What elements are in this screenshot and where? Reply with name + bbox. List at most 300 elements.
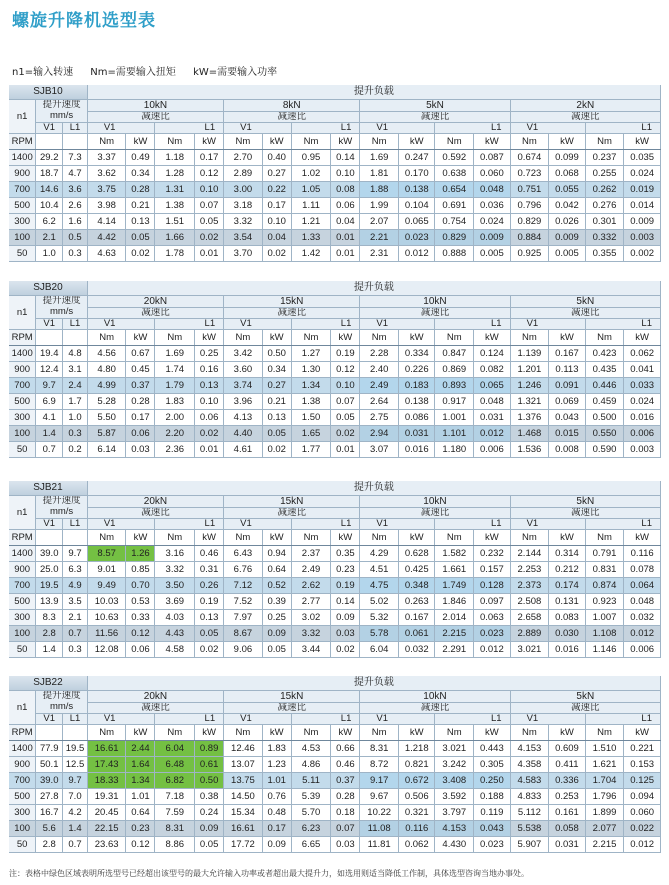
table-cell: 8.31 bbox=[360, 741, 399, 757]
table-cell: 1.796 bbox=[585, 789, 624, 805]
table-cell: 0.94 bbox=[262, 546, 291, 562]
v1-ratio-header: V1 bbox=[87, 319, 155, 330]
table-cell: 1.218 bbox=[399, 741, 435, 757]
table-cell: 12.08 bbox=[87, 642, 126, 658]
table-cell: 0.28 bbox=[126, 182, 155, 198]
table-cell: 1.69 bbox=[155, 346, 195, 362]
table-cell: 0.035 bbox=[624, 150, 661, 166]
table-cell: 4.153 bbox=[435, 821, 474, 837]
table-cell: 0.888 bbox=[435, 246, 474, 262]
l1-speed-header: L1 bbox=[63, 319, 88, 330]
l1-speed-header: L1 bbox=[63, 519, 88, 530]
table-cell: 2.215 bbox=[435, 626, 474, 642]
table-cell: 0.032 bbox=[624, 610, 661, 626]
load-header: 提升负载 bbox=[87, 85, 660, 100]
unit-blank bbox=[36, 330, 63, 346]
table-cell: 20.45 bbox=[87, 805, 126, 821]
table-cell: 0.64 bbox=[126, 805, 155, 821]
table-cell: 3.021 bbox=[510, 642, 549, 658]
table-cell: 4.430 bbox=[435, 837, 474, 853]
table-cell: 1.74 bbox=[155, 362, 195, 378]
rpm-header: RPM bbox=[9, 530, 36, 546]
table-cell: 0.26 bbox=[195, 578, 224, 594]
ratio-header: 减速比 bbox=[360, 703, 510, 714]
table-cell: 1.4 bbox=[36, 426, 63, 442]
table-cell: 0.50 bbox=[195, 773, 224, 789]
table-cell: 2.94 bbox=[360, 426, 399, 442]
table-cell: 2.36 bbox=[155, 442, 195, 458]
table-cell: 4.40 bbox=[224, 426, 263, 442]
table-cell: 0.923 bbox=[585, 594, 624, 610]
table-cell: 0.2 bbox=[63, 442, 88, 458]
table-cell: 0.091 bbox=[549, 378, 585, 394]
table-cell: 0.19 bbox=[195, 594, 224, 610]
table-cell: 5.6 bbox=[36, 821, 63, 837]
table-cell: 0.3 bbox=[63, 642, 88, 658]
table-cell: 0.07 bbox=[331, 821, 360, 837]
table-cell: 0.348 bbox=[399, 578, 435, 594]
table-cell: 1.38 bbox=[291, 394, 331, 410]
table-cell: 0.459 bbox=[585, 394, 624, 410]
table-cell: 0.831 bbox=[585, 562, 624, 578]
table-cell: 0.05 bbox=[262, 642, 291, 658]
table-cell: 0.35 bbox=[331, 546, 360, 562]
table-row bbox=[9, 246, 661, 262]
capacity-header: 15kN bbox=[224, 691, 360, 703]
table-cell: 4.42 bbox=[87, 230, 126, 246]
table-cell: 0.07 bbox=[331, 394, 360, 410]
table-cell: 2.6 bbox=[63, 198, 88, 214]
table-cell: 0.061 bbox=[399, 626, 435, 642]
table-cell: 0.043 bbox=[549, 410, 585, 426]
table-cell: 0.925 bbox=[510, 246, 549, 262]
nm-header: Nm bbox=[155, 530, 195, 546]
unit-blank bbox=[63, 134, 88, 150]
table-cell: 3.50 bbox=[155, 578, 195, 594]
table-cell: 1.33 bbox=[291, 230, 331, 246]
nm-header: Nm bbox=[87, 725, 126, 741]
kw-header: kW bbox=[624, 330, 661, 346]
table-cell: 13.75 bbox=[224, 773, 263, 789]
table-cell: 0.131 bbox=[549, 594, 585, 610]
table-cell: 0.016 bbox=[549, 642, 585, 658]
unit-blank bbox=[63, 330, 88, 346]
table-cell: 0.008 bbox=[549, 442, 585, 458]
table-cell: 0.262 bbox=[585, 182, 624, 198]
table-cell: 0.024 bbox=[474, 214, 510, 230]
table-cell: 10.03 bbox=[87, 594, 126, 610]
table-cell: 2.373 bbox=[510, 578, 549, 594]
table-cell: 0.153 bbox=[624, 757, 661, 773]
table-cell: 2.64 bbox=[360, 394, 399, 410]
kw-header: kW bbox=[126, 725, 155, 741]
table-cell: 0.723 bbox=[510, 166, 549, 182]
table-cell: 6.2 bbox=[36, 214, 63, 230]
table-row bbox=[9, 837, 661, 853]
table-cell: 0.02 bbox=[195, 642, 224, 658]
table-cell: 0.01 bbox=[195, 442, 224, 458]
nm-header: Nm bbox=[360, 330, 399, 346]
unit-blank bbox=[63, 725, 88, 741]
table-cell: 0.023 bbox=[474, 626, 510, 642]
table-cell: 2.44 bbox=[126, 741, 155, 757]
table-cell: 19.5 bbox=[36, 578, 63, 594]
table-cell: 0.01 bbox=[331, 246, 360, 262]
table-cell: 0.28 bbox=[126, 394, 155, 410]
table-cell: 900 bbox=[9, 757, 36, 773]
table-cell: 1.05 bbox=[291, 182, 331, 198]
table-cell: 50 bbox=[9, 246, 36, 262]
ratio-header: 减速比 bbox=[87, 308, 223, 319]
table-cell: 0.048 bbox=[624, 594, 661, 610]
table-cell: 0.097 bbox=[474, 594, 510, 610]
table-cell: 0.38 bbox=[195, 789, 224, 805]
table-cell: 300 bbox=[9, 214, 36, 230]
table-row bbox=[9, 346, 661, 362]
table-cell: 3.54 bbox=[224, 230, 263, 246]
table-cell: 4.153 bbox=[510, 741, 549, 757]
v1-ratio-header: V1 bbox=[360, 519, 435, 530]
v1-ratio-header: V1 bbox=[224, 519, 292, 530]
table-cell: 0.125 bbox=[624, 773, 661, 789]
table-cell: 0.37 bbox=[331, 773, 360, 789]
table-cell: 12.4 bbox=[36, 362, 63, 378]
legend-n1: n1=输入转速 bbox=[12, 67, 74, 78]
table-cell: 0.21 bbox=[262, 394, 291, 410]
table-cell: 0.85 bbox=[126, 562, 155, 578]
table-cell: 2.31 bbox=[360, 246, 399, 262]
v1-ratio-header: V1 bbox=[87, 714, 155, 725]
table-cell: 5.28 bbox=[87, 394, 126, 410]
table-cell: 1.846 bbox=[435, 594, 474, 610]
kw-header: kW bbox=[331, 330, 360, 346]
table-cell: 5.02 bbox=[360, 594, 399, 610]
table-cell: 0.232 bbox=[474, 546, 510, 562]
table-cell: 1.18 bbox=[155, 150, 195, 166]
table-cell: 0.33 bbox=[126, 610, 155, 626]
capacity-header: 10kN bbox=[360, 496, 510, 508]
page-title: 螺旋升降机选型表 bbox=[12, 11, 156, 31]
table-cell: 6.23 bbox=[291, 821, 331, 837]
table-cell: 7.3 bbox=[63, 150, 88, 166]
spec-table bbox=[9, 676, 661, 853]
nm-header: Nm bbox=[291, 530, 331, 546]
table-cell: 0.002 bbox=[624, 246, 661, 262]
spec-table bbox=[9, 481, 661, 658]
table-cell: 1.661 bbox=[435, 562, 474, 578]
table-cell: 1.99 bbox=[360, 198, 399, 214]
table-cell: 0.7 bbox=[36, 442, 63, 458]
table-cell: 50 bbox=[9, 642, 36, 658]
table-cell: 0.024 bbox=[624, 166, 661, 182]
nm-header: Nm bbox=[435, 530, 474, 546]
table-cell: 1.536 bbox=[510, 442, 549, 458]
l1-ratio-header: L1 bbox=[435, 123, 510, 134]
table-cell: 0.09 bbox=[262, 626, 291, 642]
capacity-header: 15kN bbox=[224, 496, 360, 508]
table-cell: 0.02 bbox=[262, 442, 291, 458]
table-row bbox=[9, 594, 661, 610]
table-cell: 2.889 bbox=[510, 626, 549, 642]
table-cell: 0.031 bbox=[549, 837, 585, 853]
ratio-header: 减速比 bbox=[87, 703, 223, 714]
table-cell: 0.183 bbox=[399, 378, 435, 394]
nm-header: Nm bbox=[510, 725, 549, 741]
table-row bbox=[9, 757, 661, 773]
table-row bbox=[9, 626, 661, 642]
table-cell: 2.8 bbox=[36, 837, 63, 853]
v1-ratio-header: V1 bbox=[510, 319, 585, 330]
table-cell: 0.064 bbox=[624, 578, 661, 594]
table-cell: 4.8 bbox=[63, 346, 88, 362]
table-cell: 15.34 bbox=[224, 805, 263, 821]
table-cell: 8.3 bbox=[36, 610, 63, 626]
table-row bbox=[9, 821, 661, 837]
table-cell: 0.02 bbox=[262, 246, 291, 262]
table-cell: 300 bbox=[9, 610, 36, 626]
table-cell: 3.32 bbox=[291, 626, 331, 642]
table-cell: 0.005 bbox=[474, 246, 510, 262]
rpm-header: RPM bbox=[9, 725, 36, 741]
table-cell: 100 bbox=[9, 821, 36, 837]
nm-header: Nm bbox=[435, 330, 474, 346]
kw-header: kW bbox=[126, 530, 155, 546]
table-cell: 0.031 bbox=[399, 426, 435, 442]
table-cell: 7.0 bbox=[63, 789, 88, 805]
speed-label: 提升速度 bbox=[42, 495, 81, 507]
table-cell: 0.17 bbox=[262, 198, 291, 214]
table-cell: 0.006 bbox=[474, 442, 510, 458]
unit-blank bbox=[36, 530, 63, 546]
table-cell: 0.042 bbox=[549, 198, 585, 214]
capacity-header: 5kN bbox=[510, 496, 660, 508]
table-cell: 1.01 bbox=[126, 789, 155, 805]
l1-ratio-header: L1 bbox=[585, 123, 660, 134]
table-cell: 3.408 bbox=[435, 773, 474, 789]
kw-header: kW bbox=[399, 530, 435, 546]
v1-ratio-header: V1 bbox=[360, 123, 435, 134]
table-cell: 9.49 bbox=[87, 578, 126, 594]
table-cell: 0.50 bbox=[262, 346, 291, 362]
table-cell: 0.048 bbox=[474, 394, 510, 410]
table-cell: 19.5 bbox=[63, 741, 88, 757]
table-cell: 14.50 bbox=[224, 789, 263, 805]
table-cell: 0.592 bbox=[435, 150, 474, 166]
table-cell: 1.30 bbox=[291, 362, 331, 378]
table-cell: 0.09 bbox=[195, 821, 224, 837]
table-cell: 0.02 bbox=[126, 246, 155, 262]
l1-ratio-header: L1 bbox=[435, 714, 510, 725]
table-cell: 0.276 bbox=[585, 198, 624, 214]
table-cell: 11.81 bbox=[360, 837, 399, 853]
table-cell: 1.704 bbox=[585, 773, 624, 789]
table-cell: 0.157 bbox=[474, 562, 510, 578]
table-row bbox=[9, 198, 661, 214]
table-cell: 3.1 bbox=[63, 362, 88, 378]
table-cell: 3.96 bbox=[224, 394, 263, 410]
table-cell: 0.012 bbox=[474, 642, 510, 658]
table-cell: 0.263 bbox=[399, 594, 435, 610]
nm-header: Nm bbox=[224, 530, 263, 546]
table-cell: 12.46 bbox=[224, 741, 263, 757]
l1-ratio-header: L1 bbox=[155, 319, 224, 330]
table-cell: 3.021 bbox=[435, 741, 474, 757]
table-cell: 0.355 bbox=[585, 246, 624, 262]
table-cell: 0.009 bbox=[549, 230, 585, 246]
table-cell: 900 bbox=[9, 562, 36, 578]
table-cell: 0.009 bbox=[474, 230, 510, 246]
table-cell: 1.64 bbox=[126, 757, 155, 773]
table-cell: 9.67 bbox=[360, 789, 399, 805]
table-cell: 77.9 bbox=[36, 741, 63, 757]
table-cell: 1.246 bbox=[510, 378, 549, 394]
table-cell: 3.00 bbox=[224, 182, 263, 198]
kw-header: kW bbox=[195, 530, 224, 546]
v1-ratio-header: V1 bbox=[510, 714, 585, 725]
table-cell: 0.087 bbox=[474, 150, 510, 166]
table-cell: 2.40 bbox=[360, 362, 399, 378]
v1-ratio-header: V1 bbox=[224, 319, 292, 330]
table-cell: 0.003 bbox=[624, 442, 661, 458]
table-cell: 0.250 bbox=[474, 773, 510, 789]
table-cell: 4.63 bbox=[87, 246, 126, 262]
kw-header: kW bbox=[195, 725, 224, 741]
table-cell: 1400 bbox=[9, 346, 36, 362]
v1-ratio-header: V1 bbox=[224, 714, 292, 725]
table-cell: 900 bbox=[9, 362, 36, 378]
table-cell: 0.02 bbox=[195, 230, 224, 246]
table-cell: 0.691 bbox=[435, 198, 474, 214]
table-cell: 0.17 bbox=[126, 410, 155, 426]
table-cell: 1.01 bbox=[262, 773, 291, 789]
table-cell: 1.23 bbox=[262, 757, 291, 773]
table-cell: 0.05 bbox=[195, 837, 224, 853]
table-cell: 1.83 bbox=[262, 741, 291, 757]
table-row bbox=[9, 546, 661, 562]
table-cell: 4.2 bbox=[63, 805, 88, 821]
table-cell: 0.07 bbox=[195, 198, 224, 214]
table-cell: 0.033 bbox=[624, 378, 661, 394]
table-cell: 16.61 bbox=[224, 821, 263, 837]
table-cell: 0.212 bbox=[549, 562, 585, 578]
table-cell: 0.52 bbox=[262, 578, 291, 594]
table-cell: 16.7 bbox=[36, 805, 63, 821]
table-cell: 0.37 bbox=[126, 378, 155, 394]
l1-ratio-header: L1 bbox=[435, 519, 510, 530]
table-row bbox=[9, 642, 661, 658]
table-cell: 0.550 bbox=[585, 426, 624, 442]
table-cell: 3.6 bbox=[63, 182, 88, 198]
nm-header: Nm bbox=[435, 134, 474, 150]
l1-ratio-header: L1 bbox=[291, 319, 360, 330]
table-cell: 0.95 bbox=[291, 150, 331, 166]
table-cell: 0.03 bbox=[331, 626, 360, 642]
v1-ratio-header: V1 bbox=[224, 123, 292, 134]
nm-header: Nm bbox=[291, 330, 331, 346]
table-cell: 0.76 bbox=[262, 789, 291, 805]
nm-header: Nm bbox=[510, 530, 549, 546]
table-cell: 1.26 bbox=[126, 546, 155, 562]
table-cell: 1.81 bbox=[360, 166, 399, 182]
table-cell: 0.628 bbox=[399, 546, 435, 562]
table-cell: 0.023 bbox=[474, 837, 510, 853]
table-row bbox=[9, 410, 661, 426]
table-cell: 5.538 bbox=[510, 821, 549, 837]
table-cell: 1.6 bbox=[63, 214, 88, 230]
capacity-header: 5kN bbox=[510, 691, 660, 703]
kw-header: kW bbox=[474, 725, 510, 741]
table-cell: 4.61 bbox=[224, 442, 263, 458]
l1-ratio-header: L1 bbox=[585, 519, 660, 530]
table-cell: 5.39 bbox=[291, 789, 331, 805]
table-cell: 0.45 bbox=[126, 362, 155, 378]
nm-header: Nm bbox=[510, 330, 549, 346]
nm-header: Nm bbox=[224, 134, 263, 150]
table-cell: 0.128 bbox=[474, 578, 510, 594]
table-cell: 300 bbox=[9, 410, 36, 426]
table-row bbox=[9, 442, 661, 458]
table-cell: 2.21 bbox=[360, 230, 399, 246]
model-name: SJB22 bbox=[9, 676, 87, 691]
kw-header: kW bbox=[624, 725, 661, 741]
table-cell: 0.016 bbox=[399, 442, 435, 458]
table-cell: 0.67 bbox=[126, 346, 155, 362]
table-cell: 0.094 bbox=[624, 789, 661, 805]
table-cell: 3.797 bbox=[435, 805, 474, 821]
table-cell: 1.31 bbox=[155, 182, 195, 198]
table-cell: 0.019 bbox=[624, 182, 661, 198]
table-cell: 0.19 bbox=[331, 578, 360, 594]
ratio-header: 减速比 bbox=[87, 508, 223, 519]
speed-unit: mm/s bbox=[49, 701, 74, 712]
table-cell: 1.79 bbox=[155, 378, 195, 394]
legend bbox=[12, 63, 291, 78]
table-cell: 6.3 bbox=[63, 562, 88, 578]
table-cell: 0.12 bbox=[126, 626, 155, 642]
table-cell: 2.1 bbox=[63, 610, 88, 626]
table-cell: 8.72 bbox=[360, 757, 399, 773]
table-cell: 0.06 bbox=[331, 198, 360, 214]
table-cell: 6.76 bbox=[224, 562, 263, 578]
nm-header: Nm bbox=[360, 530, 399, 546]
table-cell: 3.07 bbox=[360, 442, 399, 458]
table-cell: 1.77 bbox=[291, 442, 331, 458]
capacity-header: 20kN bbox=[87, 496, 223, 508]
nm-header: Nm bbox=[87, 330, 126, 346]
table-cell: 0.23 bbox=[331, 562, 360, 578]
table-cell: 700 bbox=[9, 378, 36, 394]
model-name: SJB20 bbox=[9, 281, 87, 296]
table-cell: 8.67 bbox=[224, 626, 263, 642]
table-cell: 0.003 bbox=[624, 230, 661, 246]
table-cell: 0.024 bbox=[624, 394, 661, 410]
table-cell: 1.007 bbox=[585, 610, 624, 626]
table-cell: 0.411 bbox=[549, 757, 585, 773]
table-cell: 0.48 bbox=[262, 805, 291, 821]
l1-speed-header: L1 bbox=[63, 123, 88, 134]
table-cell: 0.847 bbox=[435, 346, 474, 362]
table-cell: 3.74 bbox=[224, 378, 263, 394]
table-cell: 1.582 bbox=[435, 546, 474, 562]
table-cell: 500 bbox=[9, 394, 36, 410]
table-cell: 0.055 bbox=[549, 182, 585, 198]
table-row bbox=[9, 182, 661, 198]
table-cell: 0.314 bbox=[549, 546, 585, 562]
table-cell: 39.0 bbox=[36, 546, 63, 562]
footnote: 注：表格中绿色区域表明所选型号已经超出该型号的最大允许输入功率或者超出最大提升力，如选用则适当降低工作制，具体选型咨询当地办事处。 bbox=[9, 869, 529, 878]
table-cell: 3.242 bbox=[435, 757, 474, 773]
nm-header: Nm bbox=[155, 330, 195, 346]
